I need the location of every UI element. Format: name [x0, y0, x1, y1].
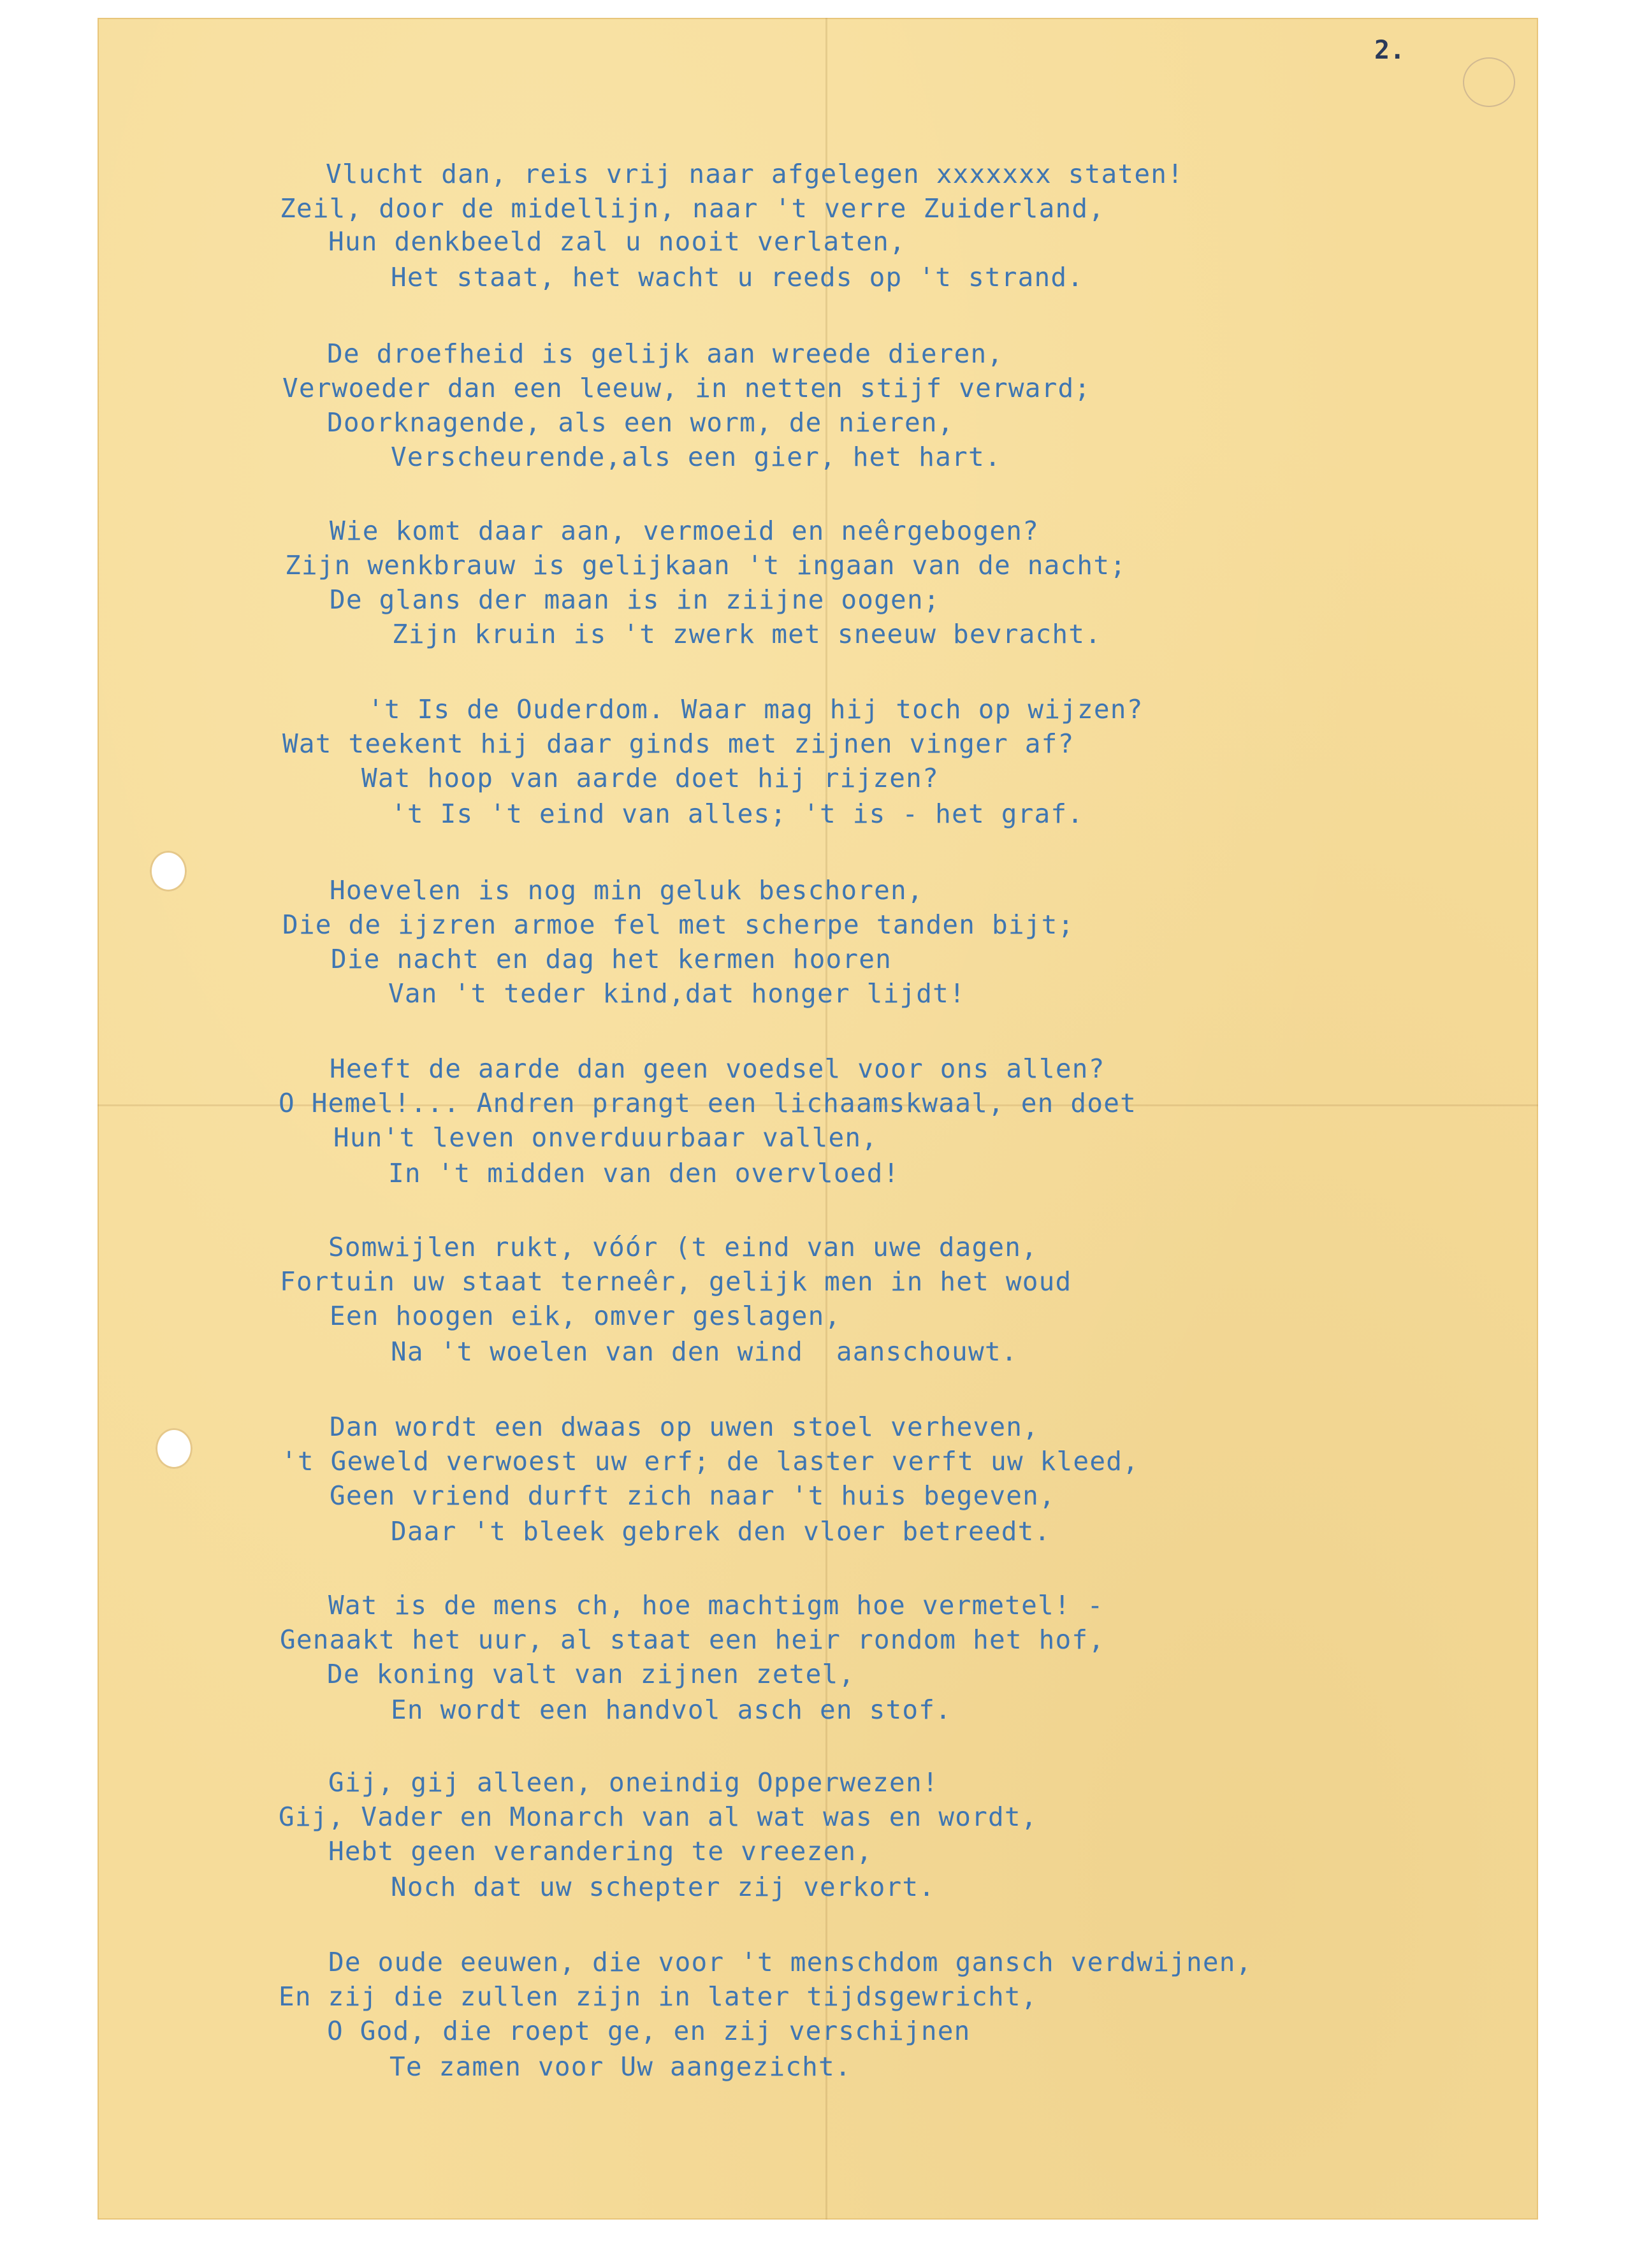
poem-line: Zeil, door de midellijn, naar 't verre Zuiderland, — [280, 193, 1105, 224]
poem-line: Geen vriend durft zich naar 't huis begeven, — [330, 1480, 1056, 1511]
poem-line: Het staat, het wacht u reeds op 't strand. — [391, 262, 1084, 293]
poem-line: Hebt geen verandering te vreezen, — [328, 1836, 873, 1867]
punch-hole-top — [150, 851, 187, 892]
faint-stamp — [1463, 57, 1515, 107]
poem-line: 't Is de Ouderdom. Waar mag hij toch op wijzen? — [368, 694, 1144, 725]
poem-line: De droefheid is gelijk aan wreede dieren, — [327, 338, 1004, 369]
poem-line: Genaakt het uur, al staat een heir rondom het hof, — [280, 1624, 1105, 1655]
poem-line: Verwoeder dan een leeuw, in netten stijf verward; — [282, 373, 1091, 403]
poem-line: Wat teekent hij daar ginds met zijnen vinger af? — [282, 728, 1075, 759]
poem-line: Die nacht en dag het kermen hooren — [331, 944, 892, 974]
poem-line: Heeft de aarde dan geen voedsel voor ons allen? — [330, 1053, 1105, 1084]
poem-line: 't Geweld verwoest uw erf; de laster verft uw kleed, — [281, 1446, 1139, 1477]
poem-line: De glans der maan is in ziijne oogen; — [330, 584, 940, 615]
poem-line: Noch dat uw schepter zij verkort. — [391, 1872, 936, 1902]
poem-line: De koning valt van zijnen zetel, — [327, 1659, 855, 1689]
poem-line: Verscheurende,als een gier, het hart. — [391, 442, 1001, 472]
poem-line: In 't midden van den overvloed! — [388, 1158, 900, 1188]
poem-line: Gij, gij alleen, oneindig Opperwezen! — [328, 1767, 939, 1798]
poem-line: O Hemel!... Andren prangt een lichaamskwaal, en doet — [279, 1088, 1137, 1118]
punch-hole-bottom — [156, 1428, 193, 1469]
poem-line: Wie komt daar aan, vermoeid en neêrgebogen? — [330, 516, 1040, 546]
paper-sheet — [98, 18, 1538, 2220]
poem-line: Dan wordt een dwaas op uwen stoel verheven, — [330, 1412, 1040, 1442]
poem-line: Te zamen voor Uw aangezicht. — [389, 2051, 852, 2082]
poem-line: Zijn kruin is 't zwerk met sneeuw bevracht. — [392, 619, 1102, 649]
poem-line: De oude eeuwen, die voor 't menschdom gansch verdwijnen, — [328, 1947, 1253, 1977]
poem-line: Een hoogen eik, omver geslagen, — [330, 1301, 841, 1331]
poem-line: Daar 't bleek gebrek den vloer betreedt. — [391, 1516, 1051, 1547]
poem-line: Gij, Vader en Monarch van al wat was en wordt, — [279, 1802, 1038, 1832]
poem-line: Die de ijzren armoe fel met scherpe tanden bijt; — [282, 909, 1075, 940]
poem-line: Somwijlen rukt, vóór (t eind van uwe dagen, — [328, 1232, 1038, 1262]
poem-line: En wordt een handvol asch en stof. — [391, 1694, 952, 1725]
poem-line: Hoevelen is nog min geluk beschoren, — [330, 875, 924, 906]
poem-line: Hun't leven onverduurbaar vallen, — [333, 1122, 878, 1153]
poem-line: O God, die roept ge, en zij verschijnen — [327, 2016, 971, 2046]
poem-line: Doorknagende, als een worm, de nieren, — [327, 407, 954, 438]
poem-line: Wat is de mens ch, hoe machtigm hoe vermetel! - — [328, 1590, 1104, 1621]
poem-line: Wat hoop van aarde doet hij rijzen? — [361, 763, 939, 793]
poem-line: Vlucht dan, reis vrij naar afgelegen xxxxxxx staten! — [326, 159, 1184, 189]
poem-line: 't Is 't eind van alles; 't is - het graf. — [391, 798, 1084, 829]
poem-line: Na 't woelen van den wind aanschouwt. — [391, 1336, 1018, 1367]
poem-line: Hun denkbeeld zal u nooit verlaten, — [328, 226, 906, 257]
poem-line: Van 't teder kind,dat honger lijdt! — [388, 978, 966, 1009]
poem-line: En zij die zullen zijn in later tijdsgewricht, — [279, 1981, 1038, 2012]
poem-line: Zijn wenkbrauw is gelijkaan 't ingaan van de nacht; — [285, 550, 1127, 581]
poem-line: Fortuin uw staat terneêr, gelijk men in het woud — [280, 1266, 1072, 1297]
page-number: 2. — [1374, 36, 1406, 65]
